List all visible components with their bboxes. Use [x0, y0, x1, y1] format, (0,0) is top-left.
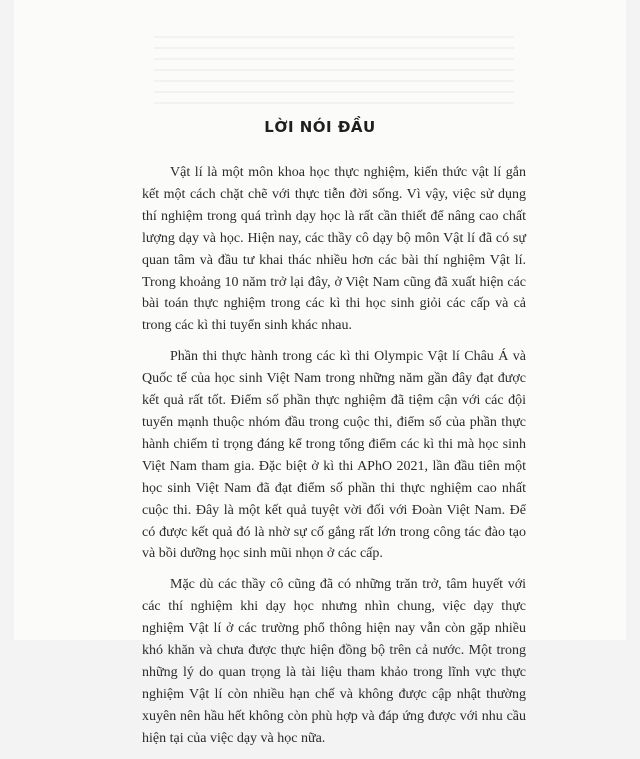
paragraph-1: Vật lí là một môn khoa học thực nghiệm, kiến thức vật lí gắn kết một cách chặt chẽ với thực tiễn đời sống. Vì vậy, việc sử dụng thí nghiệm trong quá trình dạy học là rất cần thiết để nâng cao chất lượng dạy và học. Hiện nay, các thầy cô dạy bộ môn Vật lí đã có sự quan tâm và đầu tư khai thác nhiều hơn các bài thí nghiệm Vật lí. Trong khoảng 10 năm trở lại đây, ở Việt Nam cũng đã xuất hiện các bài toán thực nghiệm trong các kì thi học sinh giỏi các cấp và cả trong các kì thi tuyển sinh khác nhau. — [142, 165, 526, 334]
book-page — [14, 0, 626, 746]
page-title: LỜI NÓI ĐẦU — [264, 118, 376, 136]
paragraph-3: Mặc dù các thầy cô cũng đã có những trăn trở, tâm huyết với các thí nghiệm khi dạy học nhưng nhìn chung, việc dạy thực nghiệm Vật lí ở các trường phổ thông hiện nay vẫn còn gặp nhiều khó khăn và chưa được thực hiện đồng bộ trên cả nước. Một trong những lý do quan trọng là tài liệu tham khảo trong lĩnh vực thực nghiệm Vật lí còn nhiều hạn chế và không được cập nhật thường xuyên nên hầu hết không còn phù hợp và đáp ứng được với nhu cầu hiện tại của việc dạy và học nữa. — [142, 577, 526, 746]
paragraph-2: Phần thi thực hành trong các kì thi Olympic Vật lí Châu Á và Quốc tế của học sinh Việt Nam trong những năm gần đây đạt được kết quả rất tốt. Điểm số phần thực nghiệm đã tiệm cận với các đội tuyển mạnh thuộc nhóm đầu trong cuộc thi, điểm số của phần thực hành chiếm tỉ trọng đáng kể trong tổng điểm các kì thi mà học sinh Việt Nam tham gia. Đặc biệt ở kì thi APhO 2021, lần đầu tiên một học sinh Việt Nam đã đạt điểm số phần thi thực nghiệm cao nhất cuộc thi. Đây là một kết quả tuyệt vời đối với Đoàn Việt Nam. Để có được kết quả đó là nhờ sự cố gắng rất lớn trong công tác đào tạo và bồi dưỡng học sinh mũi nhọn ở các cấp. — [142, 349, 526, 562]
preface-body — [142, 162, 526, 759]
show-through-texture — [154, 36, 514, 106]
